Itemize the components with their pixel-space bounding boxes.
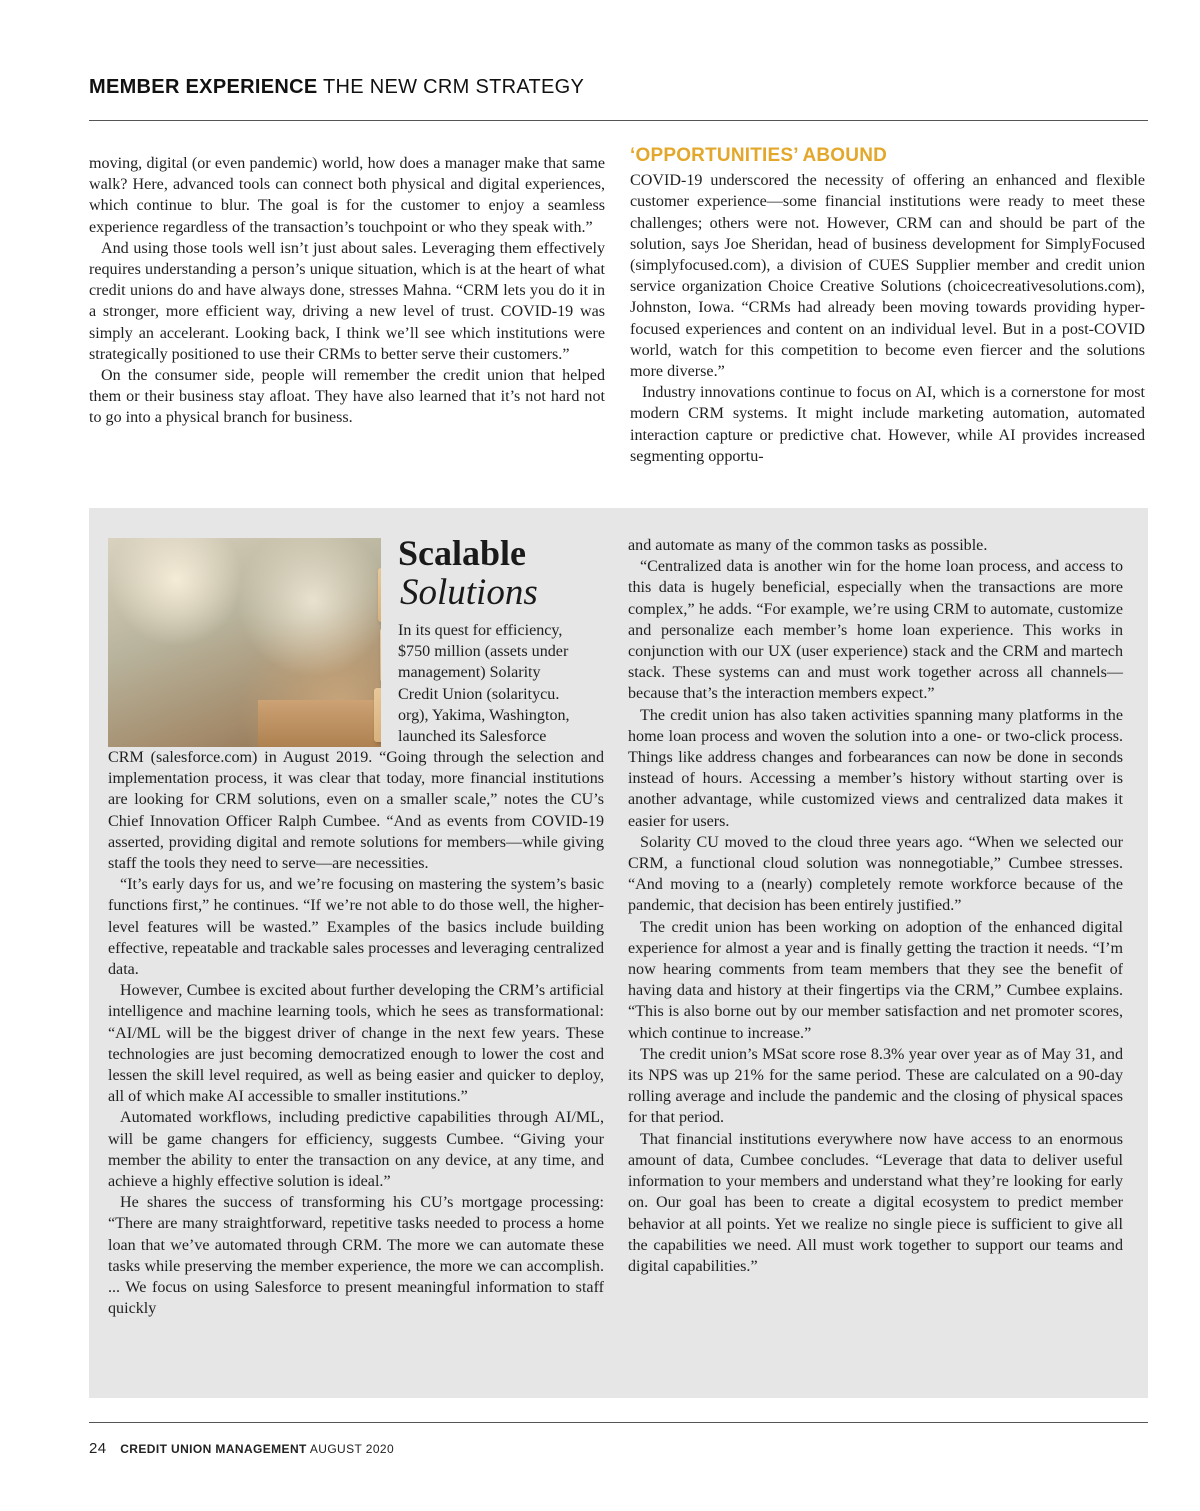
- sidebar-right-paragraph-3: The credit union has also taken activities spanning many platforms in the home loan process and woven the solution into a one- or two-click process. Things like address changes and forbearances can now be done in seconds instead of hours. Accessing a member’s history without starting over is another advantage, while customized views and centralized data makes it easier for users.: [628, 706, 1123, 830]
- sidebar-intro: [398, 620, 603, 747]
- intro-line-5: org), Yakima, Washington,: [398, 706, 570, 724]
- sidebar-right-paragraph-6: The credit union’s MSat score rose 8.3% year over year as of May 31, and its NPS was up 21% for the same period. These are calculated on a 90-day rolling average and include the pandemic and the closing of physical spaces for that period.: [628, 1045, 1123, 1127]
- sidebar-right-paragraph-7: That financial institutions everywhere now have access to an enormous amount of data, Cumbee concludes. “Leverage that data to deliver useful information to your members and understand what they’re looking for early on. Our goal has been to create a digital ecosystem to predict member behavior at all points. Yet we realize no single piece is sufficient to give all the capabilities we need. All must work together to support our teams and digital capabilities.”: [628, 1130, 1123, 1275]
- intro-line-4: Credit Union (solaritycu.: [398, 685, 560, 703]
- sidebar-right-paragraph-4: Solarity CU moved to the cloud three years ago. “When we selected our CRM, a functional cloud solution was nonnegotiable,” Cumbee stresses. “And moving to a (nearly) completely remote workforce because of the pandemic, that decision has been entirely justified.”: [628, 833, 1123, 915]
- sidebar-left-paragraph-3: However, Cumbee is excited about further developing the CRM’s artificial intelligence and machine learning tools, which he sees as transformational: “AI/ML will be the biggest driver of change in the next few years. These technologies are just becoming democratized enough to lower the cost and lessen the skill level required, as well as being easier and quicker to deploy, all of which make AI accessible to smaller institutions.”: [108, 982, 604, 1106]
- intro-line-6: launched its Salesforce: [398, 728, 547, 746]
- wooden-base: [258, 700, 381, 747]
- issue-date: AUGUST 2020: [309, 1442, 395, 1456]
- page-number: 24: [89, 1440, 107, 1457]
- sidebar-left-paragraph-2: “It’s early days for us, and we’re focusing on mastering the system’s basic functions first,” he continues. “If we’re not able to do those well, the higher-level features will be wasted.” Examples of the basics include building effective, repeatable and trackable sales processes and leveraging centralized data.: [108, 876, 604, 979]
- sidebar-left-paragraph-4: Automated workflows, including predictive capabilities through AI/ML, will be game changers for efficiency, suggests Cumbee. “Giving your member the ability to enter the transaction on any device, at any time, and achieve a highly effective solution is ideal.”: [108, 1109, 604, 1191]
- page-header: [89, 76, 1149, 99]
- intro-line-2: $750 million (assets under: [398, 643, 569, 661]
- publication-name: CREDIT UNION MANAGEMENT: [120, 1442, 307, 1456]
- sidebar-title-line1: Scalable: [398, 533, 527, 573]
- section-subhead: ‘OPPORTUNITIES’ ABOUND: [630, 145, 888, 166]
- sidebar-title-line2: Solutions: [400, 572, 538, 613]
- letter-block-c: [378, 568, 381, 622]
- sidebar-left-paragraph-5: He shares the success of transforming his CU’s mortgage processing: “There are many straightforward, repetitive tasks needed to process a home loan that we’ve automated through CRM. The more we can automate these tasks while preserving the member experience, the more we can accomplish. ... We focus on using Salesforce to present meaningful information to staff quickly: [108, 1194, 604, 1318]
- sidebar-right-paragraph-1: and automate as many of the common tasks as possible.: [628, 537, 988, 554]
- letter-block-m: [374, 688, 381, 742]
- intro-line-1: In its quest for efficiency,: [398, 622, 563, 639]
- sidebar-left-paragraph-1: CRM (salesforce.com) in August 2019. “Going through the selection and implementation process, it was clear that today, more financial institutions are looking for CRM solutions, even on a smaller scale,” notes the CU’s Chief Innovation Officer Ralph Cumbee. “And as events from COVID-19 asserted, providing digital and remote solutions for members—while giving staff the tools they need to serve—are necessities.: [108, 749, 604, 873]
- header-rule: [89, 120, 1148, 121]
- sidebar-right-paragraph-2: “Centralized data is another win for the home loan process, and access to this data is hugely beneficial, especially when the transactions are more complex,” he adds. “For example, we’re using CRM to automate, customize and personalize each member’s home loan experience. This works in conjunction with our UX (user experience) stack and the CRM and martech stack. These systems can and must work together across all channels—because that’s the interaction members expect.”: [628, 558, 1123, 703]
- section-label: MEMBER EXPERIENCE: [89, 76, 318, 98]
- topic-label: THE NEW CRM STRATEGY: [322, 76, 585, 98]
- page-footer: [89, 1440, 394, 1457]
- left-paragraph-2: And using those tools well isn’t just about sales. Leveraging them effectively requires understanding a person’s unique situation, which is at the heart of what credit unions do and have always done, stresses Mahna. “CRM lets you do it in a stronger, more efficient way, driving a new level of trust. COVID-19 was simply an accelerant. Looking back, I think we’ll see which institutions were strategically positioned to use their CRMs to better serve their customers.”: [89, 239, 605, 363]
- sidebar-left-column: [108, 747, 604, 1319]
- right-paragraph-1: COVID-19 underscored the necessity of offering an enhanced and flexible customer experience—some financial institutions were ready to meet these challenges; others were not. However, CRM can and should be part of the solution, says Joe Sheridan, head of business development for SimplyFocused (simplyfocused.com), a division of CUES Supplier member and credit union service organization Choice Creative Solutions (choicecreativesolutions.com), Johnston, Iowa. “CRMs had already been moving towards providing hyper-focused experiences and content on an individual level. But in a post-COVID world, watch for this competition to become even fiercer and the solutions more diverse.”: [630, 172, 1145, 381]
- left-paragraph-1: moving, digital (or even pandemic) world, how does a manager make that same walk? Here, advanced tools can connect both physical and digital experiences, which continue to blur. The goal is for the customer to enjoy a seamless experience regardless of the transaction’s touchpoint or who they speak with.”: [89, 155, 605, 236]
- crm-blocks-photo: [108, 538, 381, 747]
- right-paragraph-2: Industry innovations continue to focus on AI, which is a cornerstone for most modern CRM systems. It might include marketing automation, automated interaction capture or predictive chat. However, while AI provides increased segmenting opportu-: [630, 384, 1145, 465]
- sidebar-right-column: [628, 535, 1123, 1277]
- letter-block-r: [380, 628, 381, 682]
- intro-line-3: management) Solarity: [398, 664, 541, 682]
- left-paragraph-3: On the consumer side, people will remember the credit union that helped them or their business stay afloat. They have also learned that it’s not hard not to go into a physical branch for business.: [89, 367, 605, 427]
- right-column: [630, 145, 1145, 467]
- left-column: [89, 153, 605, 429]
- footer-rule: [89, 1422, 1148, 1423]
- sidebar-right-paragraph-5: The credit union has been working on adoption of the enhanced digital experience for almost a year and is finally getting the traction it needs. “I’m now hearing comments from team members that they see the benefit of having data and history at their fingertips via the CRM,” Cumbee explains. “This is also borne out by our member satisfaction and net promoter scores, which continue to increase.”: [628, 918, 1123, 1042]
